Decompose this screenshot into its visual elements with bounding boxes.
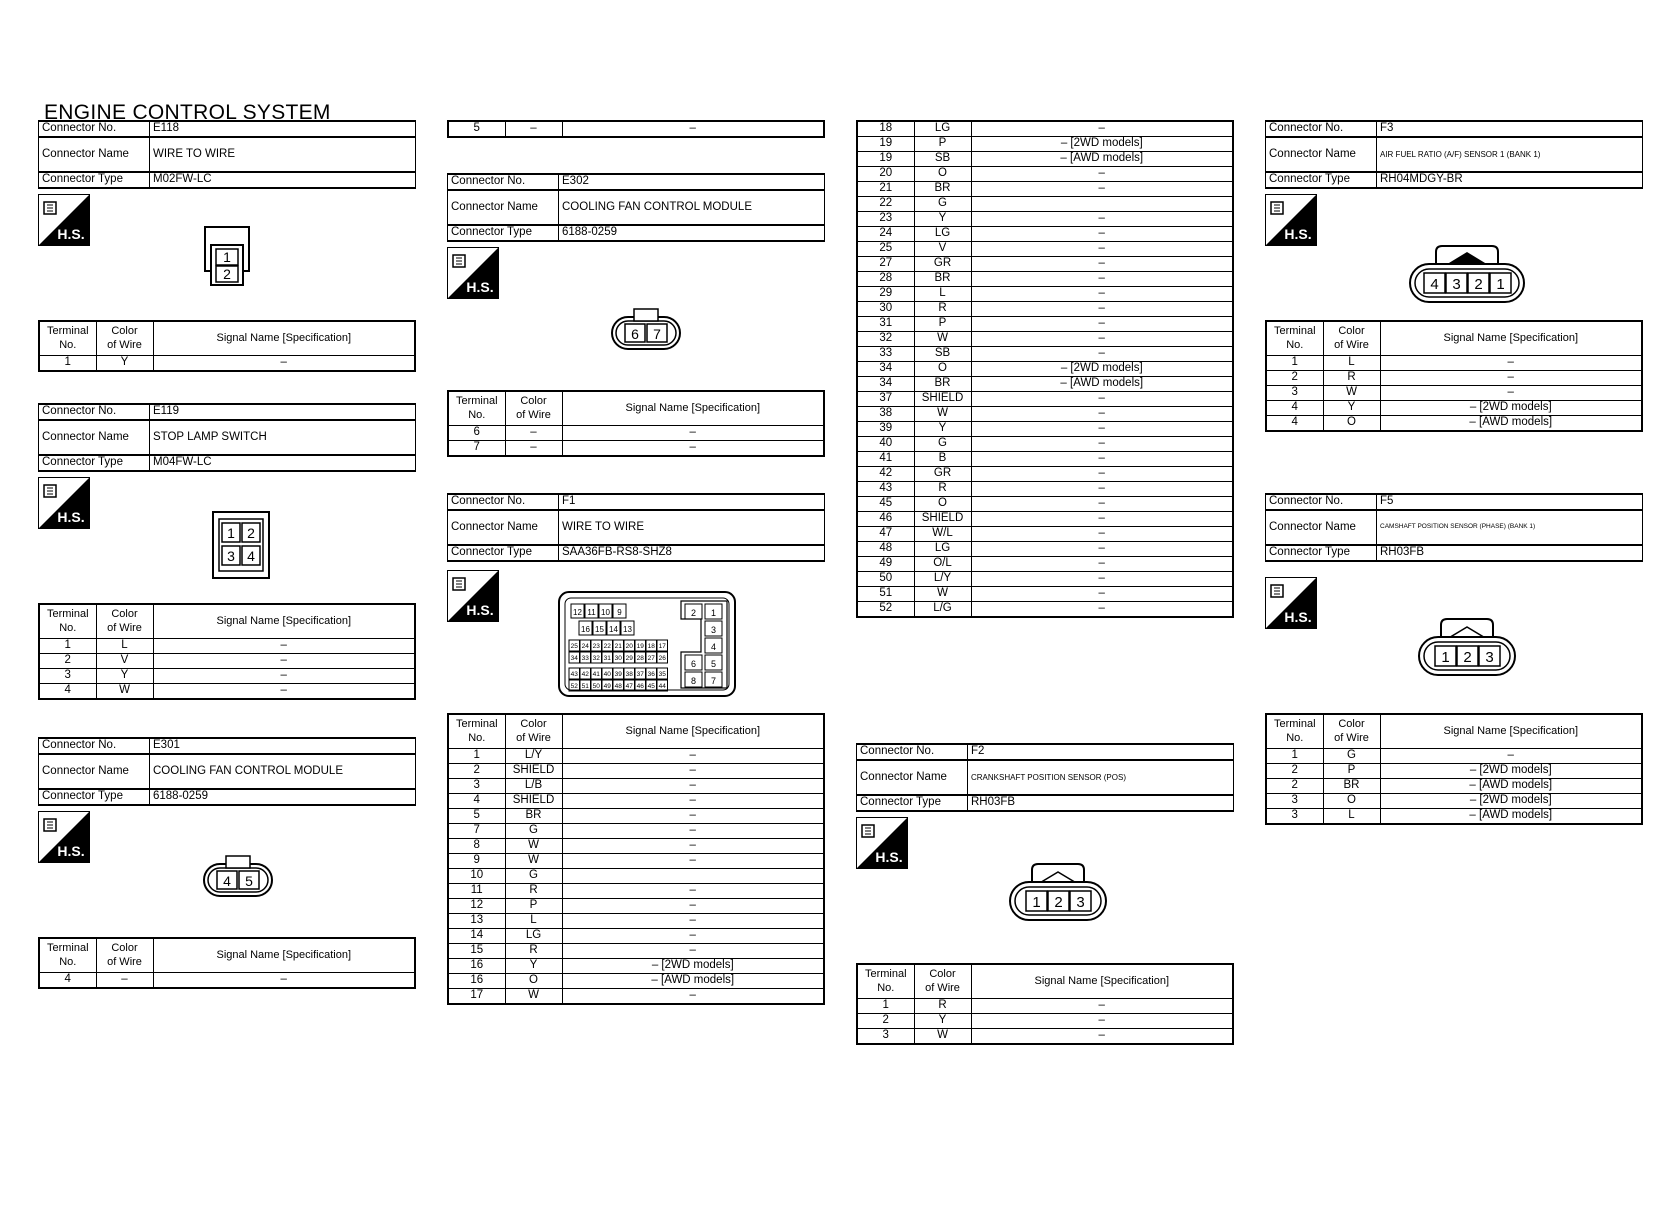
connector-f1: Connector No. F1 Connector Name WIRE TO WIRE Connector Type SAA36FB-RS8-SHZ8	[447, 493, 825, 562]
label-connector-type: Connector Type	[39, 172, 150, 188]
cavity-label: 22	[603, 643, 611, 650]
svg-text:1: 1	[1496, 276, 1505, 293]
harness-side-icon	[38, 477, 90, 529]
cavity-label: 6	[690, 659, 697, 669]
table-row: 4 O – [AWD models]	[1266, 416, 1642, 432]
table-row: 4 W –	[39, 684, 415, 700]
table-row: 32 W –	[857, 332, 1233, 347]
pin-table-f5: Terminal No. Color of Wire Signal Name [Specification] 1 G – 2 P – [2WD models] 2 BR – [AWD models] 3 O – [2WD models] 3 L – [AWD models]	[1265, 713, 1643, 825]
table-row: 29 L –	[857, 287, 1233, 302]
table-row: 3 L/B –	[448, 779, 824, 794]
connector-f2: Connector No. F2 Connector Name CRANKSHAFT POSITION SENSOR (POS) Connector Type RH03FB	[856, 743, 1234, 812]
table-row: 50 L/Y –	[857, 572, 1233, 587]
cavity-label: 7	[710, 676, 717, 686]
svg-text:4: 4	[1430, 276, 1439, 293]
connector-e301: Connector No. E301 Connector Name COOLING FAN CONTROL MODULE Connector Type 6188-0259	[38, 737, 416, 806]
table-row: 33 SB –	[857, 347, 1233, 362]
harness-side-icon	[447, 570, 499, 622]
table-row: 3 Y –	[39, 669, 415, 684]
page-title: ENGINE CONTROL SYSTEM	[44, 101, 331, 124]
cavity-label: 32	[592, 655, 600, 662]
harness-side-icon	[38, 811, 90, 863]
svg-text:H.S.: H.S.	[57, 843, 85, 859]
table-row: 2 SHIELD –	[448, 764, 824, 779]
table-row: 22 G	[857, 197, 1233, 212]
table-row: 25 V –	[857, 242, 1233, 257]
cavity-label: 41	[592, 671, 600, 678]
connector-name: WIRE TO WIRE	[150, 137, 416, 172]
connector-no: E118	[150, 121, 416, 137]
connector-name: WIRE TO WIRE	[559, 510, 825, 545]
table-row: 3 L – [AWD models]	[1266, 809, 1642, 825]
svg-text:H.S.: H.S.	[875, 849, 903, 865]
table-row: 4 SHIELD –	[448, 794, 824, 809]
table-row: 1 L –	[1266, 356, 1642, 371]
table-row: 1 L –	[39, 639, 415, 654]
cavity-label: 37	[636, 671, 644, 678]
table-row: 23 Y –	[857, 212, 1233, 227]
connector-name: AIR FUEL RATIO (A/F) SENSOR 1 (BANK 1)	[1377, 137, 1643, 172]
svg-text:3: 3	[1076, 894, 1085, 911]
table-row: 1 Y –	[39, 356, 415, 372]
table-row: 8 W –	[448, 839, 824, 854]
pin-label: 2	[223, 266, 231, 282]
connector-no: F3	[1377, 121, 1643, 137]
svg-text:3: 3	[1452, 276, 1461, 293]
table-row: 47 W/L –	[857, 527, 1233, 542]
cavity-label: 1	[710, 608, 717, 618]
cavity-label: 30	[614, 655, 622, 662]
connector-name: COOLING FAN CONTROL MODULE	[559, 190, 825, 225]
cavity-label: 52	[570, 683, 578, 690]
cavity-label: 23	[592, 643, 600, 650]
table-row: 15 R –	[448, 944, 824, 959]
table-row: 2 R –	[1266, 371, 1642, 386]
table-row: 3 W –	[857, 1029, 1233, 1045]
connector-name: CAMSHAFT POSITION SENSOR (PHASE) (BANK 1)	[1377, 510, 1643, 545]
cavity-label: 28	[636, 655, 644, 662]
pin-table-e118	[38, 320, 416, 372]
table-row: 21 BR –	[857, 182, 1233, 197]
cavity-label: 49	[603, 683, 611, 690]
cavity-label: 36	[647, 671, 655, 678]
cavity-label: 40	[603, 671, 611, 678]
connector-e302: Connector No. E302 Connector Name COOLING FAN CONTROL MODULE Connector Type 6188-0259	[447, 173, 825, 242]
table-row: 19 SB – [AWD models]	[857, 152, 1233, 167]
table-row: 1 R –	[857, 999, 1233, 1014]
connector-f1-drawing	[557, 590, 737, 698]
connector-name: CRANKSHAFT POSITION SENSOR (POS)	[968, 760, 1234, 795]
label-connector-no: Connector No.	[39, 121, 150, 137]
table-row: 10 G	[448, 869, 824, 884]
connector-no: F5	[1377, 494, 1643, 510]
pin-table-f2: Terminal No. Color of Wire Signal Name [Specification] 1 R – 2 Y – 3 W –	[856, 963, 1234, 1045]
cavity-label: 39	[614, 671, 622, 678]
table-row: 49 O/L –	[857, 557, 1233, 572]
svg-text:3: 3	[227, 548, 235, 564]
harness-side-icon	[447, 247, 499, 299]
cavity-label: 44	[658, 683, 666, 690]
cavity-label: 3	[710, 625, 717, 635]
connector-e118-drawing	[202, 224, 252, 290]
harness-side-icon	[1265, 194, 1317, 246]
cavity-label: 17	[658, 643, 666, 650]
connector-no: F1	[559, 494, 825, 510]
svg-text:1: 1	[227, 525, 235, 541]
pin-table-e119: Terminal No. Color of Wire Signal Name [Specification] 1 L – 2 V – 3 Y – 4 W –	[38, 603, 416, 700]
table-row: 5 BR –	[448, 809, 824, 824]
pin-table-e302: Terminal No. Color of Wire Signal Name [Specification] 6 – – 7 – –	[447, 390, 825, 457]
connector-e119-drawing	[211, 510, 271, 582]
cavity-label: 26	[658, 655, 666, 662]
header-signal: Signal Name [Specification]	[153, 321, 415, 356]
table-row: 13 L –	[448, 914, 824, 929]
table-row: 18 LG –	[857, 121, 1233, 137]
cavity-label: 8	[690, 676, 697, 686]
table-row: 34 BR – [AWD models]	[857, 377, 1233, 392]
connector-no: F2	[968, 744, 1234, 760]
connector-e301-drawing	[202, 854, 274, 900]
svg-text:4: 4	[247, 548, 255, 564]
cavity-label: 25	[570, 643, 578, 650]
connector-info-table	[38, 120, 416, 189]
pin-table-e301: Terminal No. Color of Wire Signal Name [Specification] 4 – –	[38, 937, 416, 989]
connector-name: STOP LAMP SWITCH	[150, 420, 416, 455]
cavity-label: 14	[609, 625, 618, 634]
table-row: 19 P – [2WD models]	[857, 137, 1233, 152]
cavity-label: 42	[581, 671, 589, 678]
connector-type: M04FW-LC	[150, 455, 416, 471]
table-row: 51 W –	[857, 587, 1233, 602]
svg-text:2: 2	[247, 525, 255, 541]
table-row: 1 G –	[1266, 749, 1642, 764]
table-row: 45 O –	[857, 497, 1233, 512]
svg-text:1: 1	[1032, 894, 1041, 911]
connector-f5: Connector No. F5 Connector Name CAMSHAFT POSITION SENSOR (PHASE) (BANK 1) Connector Type RH03FB	[1265, 493, 1643, 562]
svg-text:H.S.: H.S.	[1284, 226, 1312, 242]
connector-e119: Connector No. E119 Connector Name STOP LAMP SWITCH Connector Type M04FW-LC	[38, 403, 416, 472]
svg-text:H.S.: H.S.	[466, 279, 494, 295]
harness-side-icon	[1265, 577, 1317, 629]
table-row: 43 R –	[857, 482, 1233, 497]
svg-text:2: 2	[1054, 894, 1063, 911]
table-row: 9 W –	[448, 854, 824, 869]
cavity-label: 19	[636, 643, 644, 650]
connector-e302-drawing	[610, 307, 682, 353]
cavity-label: 43	[570, 671, 578, 678]
table-row: 16 O – [AWD models]	[448, 974, 824, 989]
connector-type: RH03FB	[1377, 545, 1643, 561]
table-row: 1 L/Y –	[448, 749, 824, 764]
table-row: 37 SHIELD –	[857, 392, 1233, 407]
f1-left-cavity-block	[569, 604, 668, 691]
table-row: 16 Y – [2WD models]	[448, 959, 824, 974]
connector-type: M02FW-LC	[150, 172, 416, 188]
table-row: 6 – –	[448, 426, 824, 441]
table-row: 4 Y – [2WD models]	[1266, 401, 1642, 416]
cavity-label: 5	[710, 659, 717, 669]
connector-e118	[38, 120, 416, 189]
connector-f3: Connector No. F3 Connector Name AIR FUEL RATIO (A/F) SENSOR 1 (BANK 1) Connector Type RH04MDGY-BR	[1265, 120, 1643, 189]
cavity-label: 10	[601, 608, 610, 617]
svg-text:H.S.: H.S.	[466, 602, 494, 618]
svg-text:H.S.: H.S.	[1284, 609, 1312, 625]
label-connector-name: Connector Name	[39, 137, 150, 172]
table-row: 40 G –	[857, 437, 1233, 452]
table-row: 48 LG –	[857, 542, 1233, 557]
cavity-label: 31	[603, 655, 611, 662]
cavity-label: 15	[595, 625, 604, 634]
svg-text:3: 3	[1485, 649, 1494, 666]
svg-text:5: 5	[245, 873, 253, 889]
hs-label: H.S.	[57, 226, 85, 242]
table-row: 31 P –	[857, 317, 1233, 332]
cavity-label: 46	[636, 683, 644, 690]
cavity-label: 18	[647, 643, 655, 650]
table-row: 3 W –	[1266, 386, 1642, 401]
pin-table-f1-continued	[856, 120, 1234, 618]
connector-name: COOLING FAN CONTROL MODULE	[150, 754, 416, 789]
cavity-label: 29	[625, 655, 633, 662]
connector-no: E301	[150, 738, 416, 754]
cavity-label: 11	[587, 608, 596, 617]
cavity-label: 35	[658, 671, 666, 678]
cavity-label: 24	[581, 643, 589, 650]
connector-type: RH03FB	[968, 795, 1234, 811]
table-row: 41 B –	[857, 452, 1233, 467]
table-row: 12 P –	[448, 899, 824, 914]
table-row: 7 – –	[448, 441, 824, 457]
svg-text:4: 4	[223, 873, 231, 889]
pin-table-f3: Terminal No. Color of Wire Signal Name [Specification] 1 L – 2 R – 3 W – 4 Y – [2WD models] 4 O – [AWD models]	[1265, 320, 1643, 432]
cavity-label: 2	[690, 608, 697, 618]
header-color: Color of Wire	[96, 321, 153, 356]
table-row: 5 – –	[448, 121, 824, 137]
table-row: 11 R –	[448, 884, 824, 899]
cavity-label: 45	[647, 683, 655, 690]
table-row: 17 W –	[448, 989, 824, 1005]
cavity-label: 13	[623, 625, 632, 634]
connector-f5-drawing	[1417, 615, 1517, 679]
cavity-label: 21	[614, 643, 622, 650]
table-row: 2 V –	[39, 654, 415, 669]
svg-text:2: 2	[1474, 276, 1483, 293]
table-row: 3 O – [2WD models]	[1266, 794, 1642, 809]
table-row: 14 LG –	[448, 929, 824, 944]
cavity-label: 48	[614, 683, 622, 690]
table-row: 2 BR – [AWD models]	[1266, 779, 1642, 794]
f1-right-cavity-block	[681, 601, 727, 688]
connector-type: 6188-0259	[559, 225, 825, 241]
table-row: 27 GR –	[857, 257, 1233, 272]
table-row: 2 Y –	[857, 1014, 1233, 1029]
svg-text:1: 1	[1441, 649, 1450, 666]
table-row: 46 SHIELD –	[857, 512, 1233, 527]
table-row: 28 BR –	[857, 272, 1233, 287]
connector-f3-drawing	[1408, 242, 1526, 306]
cavity-label: 34	[570, 655, 578, 662]
cavity-label: 33	[581, 655, 589, 662]
table-row: 52 L/G –	[857, 602, 1233, 618]
connector-type: SAA36FB-RS8-SHZ8	[559, 545, 825, 561]
table-row: 20 O –	[857, 167, 1233, 182]
table-row: 38 W –	[857, 407, 1233, 422]
cavity-label: 27	[647, 655, 655, 662]
connector-type: RH04MDGY-BR	[1377, 172, 1643, 188]
cavity-label: 20	[625, 643, 633, 650]
header-terminal: Terminal No.	[39, 321, 96, 356]
cavity-label: 50	[592, 683, 600, 690]
cavity-label: 12	[573, 608, 582, 617]
table-row: 7 G –	[448, 824, 824, 839]
harness-side-icon	[38, 194, 90, 246]
cavity-label: 47	[625, 683, 633, 690]
svg-text:2: 2	[1463, 649, 1472, 666]
pin-table-e301-continued	[447, 120, 825, 138]
cavity-label: 51	[581, 683, 589, 690]
connector-no: E302	[559, 174, 825, 190]
table-row: 42 GR –	[857, 467, 1233, 482]
pin-table-f1: Terminal No. Color of Wire Signal Name [Specification] 1 L/Y – 2 SHIELD – 3 L/B – 4 SHIELD – 5 BR – 7 G – 8 W – 9 W – 10 G 11 R – 12 P – 13 L – 14 LG – 15 R – 16 Y – [2WD models] 16 O – [AWD models] 17 W –	[447, 713, 825, 1005]
pin-label: 1	[223, 249, 231, 265]
cavity-label: 9	[617, 608, 622, 617]
table-row: 24 LG –	[857, 227, 1233, 242]
cavity-label: 16	[581, 625, 590, 634]
harness-side-icon	[856, 817, 908, 869]
svg-text:7: 7	[653, 326, 661, 342]
svg-text:H.S.: H.S.	[57, 509, 85, 525]
cavity-label: 38	[625, 671, 633, 678]
table-row: 4 – –	[39, 973, 415, 989]
connector-f2-drawing	[1008, 860, 1108, 924]
table-row: 2 P – [2WD models]	[1266, 764, 1642, 779]
table-row: 34 O – [2WD models]	[857, 362, 1233, 377]
cavity-label: 4	[710, 642, 717, 652]
svg-text:6: 6	[631, 326, 639, 342]
connector-type: 6188-0259	[150, 789, 416, 805]
table-row: 30 R –	[857, 302, 1233, 317]
table-row: 39 Y –	[857, 422, 1233, 437]
connector-no: E119	[150, 404, 416, 420]
